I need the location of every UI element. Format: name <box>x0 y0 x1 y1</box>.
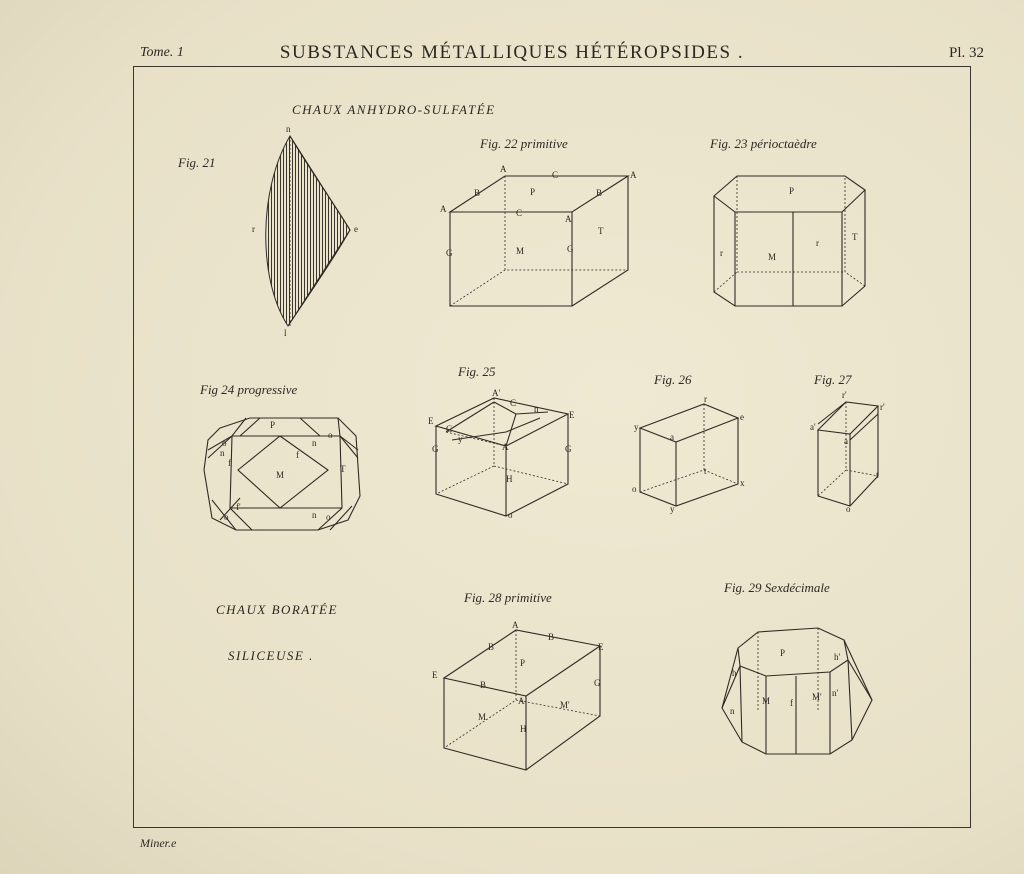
svg-text:B: B <box>488 642 495 652</box>
fig26-crystal-drawing <box>632 394 745 514</box>
svg-text:M: M <box>478 712 487 722</box>
svg-text:M: M <box>768 252 777 262</box>
svg-text:A: A <box>518 696 525 706</box>
svg-text:B: B <box>474 188 481 198</box>
fig27-label: Fig. 27 <box>814 372 852 387</box>
svg-text:E: E <box>432 670 438 680</box>
fig28-crystal-drawing <box>432 620 604 770</box>
svg-text:G: G <box>432 444 439 454</box>
svg-text:M': M' <box>560 700 570 710</box>
svg-text:B: B <box>548 632 555 642</box>
svg-text:o: o <box>846 504 851 514</box>
svg-text:y: y <box>458 434 463 444</box>
fig25-crystal-drawing <box>428 388 575 520</box>
svg-text:B: B <box>596 188 603 198</box>
svg-text:f: f <box>790 698 793 708</box>
fig24-label: Fig 24 progressive <box>200 382 298 397</box>
svg-text:P: P <box>270 420 276 430</box>
svg-text:a: a <box>844 436 848 446</box>
svg-text:r': r' <box>880 402 885 412</box>
svg-text:M: M <box>276 470 285 480</box>
section-title-siliceuse: SILICEUSE . <box>228 648 314 663</box>
svg-text:A: A <box>512 620 519 630</box>
volume-label: Tome. 1 <box>140 45 184 60</box>
svg-text:A: A <box>500 164 507 174</box>
svg-text:T: T <box>852 232 858 242</box>
svg-text:n: n <box>312 438 317 448</box>
svg-text:E: E <box>569 410 575 420</box>
svg-text:E: E <box>428 416 434 426</box>
svg-text:A': A' <box>492 388 501 398</box>
svg-text:n': n' <box>832 688 839 698</box>
svg-text:t: t <box>704 466 707 476</box>
fig21-label: Fig. 21 <box>178 155 216 170</box>
svg-text:T: T <box>340 464 346 474</box>
fig29-crystal-drawing <box>722 628 872 754</box>
svg-text:h': h' <box>834 652 841 662</box>
svg-text:e: e <box>740 412 744 422</box>
svg-text:n: n <box>730 706 735 716</box>
svg-text:n: n <box>220 448 225 458</box>
svg-text:o: o <box>224 512 229 522</box>
svg-text:M: M <box>516 246 525 256</box>
svg-text:t: t <box>876 470 879 480</box>
svg-text:n: n <box>312 510 317 520</box>
svg-text:r: r <box>704 394 707 404</box>
fig22-label: Fig. 22 primitive <box>480 136 568 151</box>
svg-text:n: n <box>534 404 539 414</box>
svg-text:G: G <box>565 444 572 454</box>
svg-text:C: C <box>510 398 517 408</box>
svg-text:P: P <box>530 187 536 197</box>
svg-text:A: A <box>630 170 637 180</box>
svg-text:f: f <box>296 450 299 460</box>
engraver-signature: Miner.e <box>140 836 177 850</box>
svg-text:y: y <box>634 422 639 432</box>
section-title-anhydro-sulfatee: CHAUX ANHYDRO-SULFATÉE <box>292 102 496 117</box>
svg-text:M: M <box>762 696 771 706</box>
svg-text:A: A <box>565 214 572 224</box>
svg-text:o: o <box>508 510 513 520</box>
svg-text:h: h <box>732 668 737 678</box>
svg-text:G: G <box>446 248 453 258</box>
fig26-label: Fig. 26 <box>654 372 692 387</box>
svg-text:o: o <box>632 484 637 494</box>
fig28-label: Fig. 28 primitive <box>464 590 552 605</box>
section-title-boratee: CHAUX BORATÉE <box>216 602 338 617</box>
svg-text:l: l <box>284 328 287 338</box>
svg-text:x: x <box>740 478 745 488</box>
svg-text:H: H <box>506 474 513 484</box>
svg-text:C: C <box>552 170 559 180</box>
svg-text:C: C <box>446 424 453 434</box>
svg-text:a: a <box>670 432 674 442</box>
svg-text:f: f <box>228 458 231 468</box>
svg-text:A: A <box>502 442 509 452</box>
svg-text:r: r <box>252 224 255 234</box>
fig24-crystal-drawing <box>204 418 360 530</box>
svg-text:P: P <box>520 658 526 668</box>
svg-text:r: r <box>720 248 723 258</box>
svg-text:r': r' <box>842 390 847 400</box>
svg-text:A: A <box>440 204 447 214</box>
fig21-crystal-drawing <box>252 124 358 338</box>
fig25-label: Fig. 25 <box>458 364 496 379</box>
svg-text:E: E <box>598 642 604 652</box>
svg-text:n: n <box>286 124 291 134</box>
svg-text:C: C <box>516 208 523 218</box>
svg-text:G: G <box>567 244 574 254</box>
svg-text:y: y <box>670 504 675 514</box>
svg-text:f': f' <box>236 502 241 512</box>
svg-text:G: G <box>594 678 601 688</box>
svg-text:M': M' <box>812 692 822 702</box>
svg-text:H: H <box>520 724 527 734</box>
svg-text:P: P <box>789 186 795 196</box>
fig23-crystal-drawing <box>714 176 865 306</box>
svg-text:o: o <box>328 430 333 440</box>
plate-number: Pl. 32 <box>948 45 984 61</box>
svg-text:P: P <box>780 648 786 658</box>
svg-text:B: B <box>480 680 487 690</box>
svg-text:e: e <box>354 224 358 234</box>
svg-text:o: o <box>222 438 227 448</box>
svg-text:r: r <box>816 238 819 248</box>
svg-text:o: o <box>326 512 331 522</box>
fig29-label: Fig. 29 Sexdécimale <box>724 580 830 595</box>
svg-text:T: T <box>598 226 604 236</box>
fig23-label: Fig. 23 périoctaèdre <box>710 136 817 151</box>
svg-text:a': a' <box>810 422 816 432</box>
fig27-crystal-drawing <box>810 390 885 514</box>
page-title: SUBSTANCES MÉTALLIQUES HÉTÉROPSIDES . <box>279 42 745 63</box>
fig22-crystal-drawing <box>440 164 637 306</box>
